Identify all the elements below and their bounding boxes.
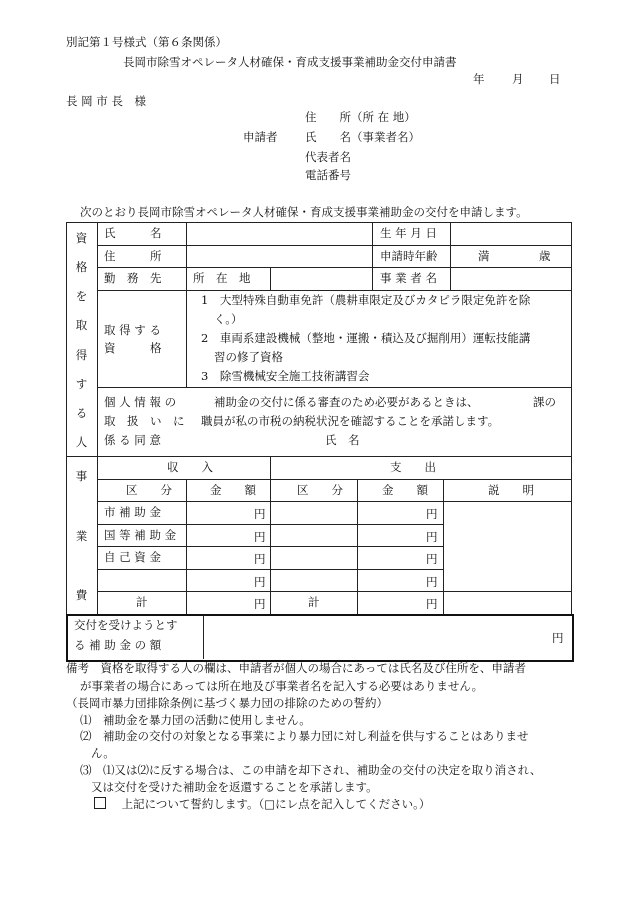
- col-divider: [203, 615, 204, 659]
- row-divider: [97, 479, 571, 480]
- age-label: 申請時年齢: [380, 249, 438, 263]
- date-day: 日: [549, 72, 561, 86]
- row-divider: [97, 501, 571, 502]
- col-divider: [450, 222, 451, 290]
- birth-label: 生 年 月 日: [380, 226, 437, 240]
- pledge-2: ⑵ 補助金の交付の対象となる事業により暴力団に対し利益を供与することはありませ: [80, 729, 529, 743]
- income-category-header: 区 分: [126, 483, 172, 497]
- workplace-label: 勤 務 先: [104, 271, 162, 285]
- yen-unit: 円: [426, 597, 438, 611]
- income-amount-header: 金 額: [210, 483, 256, 497]
- row-divider: [97, 546, 443, 547]
- yen-unit: 円: [254, 530, 266, 544]
- yen-unit: 円: [426, 530, 438, 544]
- intro-text: 次のとおり長岡市除雪オペレータ人材確保・育成支援事業補助金の交付を申請します。: [80, 205, 528, 219]
- qualification-label: 取 得 す る: [104, 323, 161, 337]
- col-divider: [97, 222, 98, 614]
- yen-unit: 円: [254, 575, 266, 589]
- table-border-top: [66, 222, 571, 223]
- yen-unit: 円: [254, 552, 266, 566]
- col-divider: [270, 267, 271, 290]
- consent-label-3: 係 る 同 意: [104, 433, 161, 447]
- address-label: 住 所: [104, 249, 162, 263]
- grant-yen-unit: 円: [552, 631, 564, 645]
- yen-unit: 円: [426, 575, 438, 589]
- name-label: 氏 名: [104, 226, 162, 240]
- yen-unit: 円: [426, 507, 438, 521]
- table-border-right: [571, 222, 572, 614]
- consent-text-2: 職員が私の市税の納税状況を確認することを承諾します。: [201, 414, 500, 428]
- income-row-own-funds: 自 己 資 金: [104, 550, 161, 564]
- vertical-label-project-cost: 事 業 費: [75, 469, 88, 602]
- date-month: 月: [512, 72, 524, 86]
- consent-label-2: 取 扱 い に: [104, 414, 185, 428]
- consent-text-1: 補助金の交付に係る審査のため必要があるときは、: [214, 395, 479, 409]
- pledge-checkbox-row: [94, 797, 430, 812]
- pledge-1: ⑴ 補助金を暴力団の活動に使用しません。: [80, 713, 311, 727]
- yen-unit: 円: [254, 597, 266, 611]
- row-divider: [97, 591, 571, 592]
- row-divider: [97, 524, 443, 525]
- row-divider: [97, 245, 571, 246]
- expense-amount-header: 金 額: [382, 483, 428, 497]
- applicant-phone-label: 電話番号: [305, 168, 351, 182]
- qualification-item-3: 3 除雪機械安全施工技術講習会: [201, 369, 370, 383]
- row-divider: [97, 290, 571, 291]
- grant-label-1: 交付を受けようとす: [74, 618, 178, 632]
- pledge-2-cont: ん。: [91, 746, 115, 760]
- row-divider: [97, 267, 571, 268]
- section-divider: [66, 456, 571, 457]
- form-title: 長岡市除雪オペレータ人材確保・育成支援事業補助金交付申請書: [123, 55, 457, 69]
- expense-header: 支 出: [390, 460, 436, 474]
- applicant-prefix: 申請者: [243, 130, 278, 144]
- note-1-cont: が事業者の場合にあっては所在地及び事業者名を記入する必要はありません。: [80, 679, 484, 693]
- qualification-item-2: 2 車両系建設機械（整地・運搬・積込及び掘削用）運転技能講: [201, 331, 531, 345]
- income-header: 収 入: [167, 460, 213, 474]
- pledge-3-cont: 又は交付を受けた補助金を返還することを承諾します。: [91, 780, 378, 794]
- form-id: 別記第１号様式（第６条関係）: [66, 35, 227, 49]
- income-row-city-grant: 市 補 助 金: [104, 505, 161, 519]
- qualification-item-1-cont: く。）: [214, 312, 243, 326]
- date-year: 年: [473, 72, 485, 86]
- row-divider: [97, 387, 571, 388]
- qualification-item-1: 1 大型特殊自動車免許（農耕車限定及びカタピラ限定免許を除: [201, 293, 531, 307]
- applicant-address-label: 住 所（所 在 地）: [305, 110, 416, 124]
- grant-label-2: る 補 助 金 の 額: [74, 638, 162, 652]
- location-label: 所 在 地: [193, 271, 251, 285]
- consent-label-1: 個 人 情 報 の: [104, 395, 177, 409]
- qualification-label-2: 資 格: [104, 341, 162, 355]
- note-1: 備考 資格を取得する人の欄は、申請者が個人の場合にあっては氏名及び住所を、申請者: [66, 661, 526, 675]
- income-total-label: 計: [136, 595, 148, 609]
- age-prefix: 満: [478, 249, 490, 263]
- consent-signature-label: 氏 名: [325, 433, 360, 447]
- col-divider: [443, 479, 444, 614]
- consent-dept-suffix: 課の: [533, 395, 556, 409]
- col-divider: [372, 222, 373, 290]
- expense-category-header: 区 分: [297, 483, 343, 497]
- expense-total-label: 計: [308, 595, 320, 609]
- age-unit: 歳: [539, 249, 551, 263]
- addressee: 長 岡 市 長 様: [66, 94, 146, 108]
- yen-unit: 円: [254, 507, 266, 521]
- pledge-check-text: 上記について誓約します。（□にレ点を記入してください。）: [121, 797, 431, 811]
- pledge-3: ⑶ ⑴又は⑵に反する場合は、この申請を却下され、補助金の交付の決定を取り消され、: [80, 763, 542, 777]
- col-divider: [186, 222, 187, 387]
- row-divider: [97, 569, 443, 570]
- applicant-name-label: 氏 名（事業者名）: [305, 130, 420, 144]
- applicant-rep-label: 代表者名: [305, 150, 351, 164]
- business-name-label: 事 業 者 名: [380, 271, 437, 285]
- income-row-national-grant: 国 等 補 助 金: [104, 528, 177, 542]
- pledge-heading: （長岡市暴力団排除条例に基づく暴力団の排除のための誓約）: [66, 696, 388, 710]
- pledge-checkbox[interactable]: [94, 797, 106, 809]
- expense-description-header: 説 明: [488, 483, 534, 497]
- qualification-item-2-cont: 習の修了資格: [214, 350, 283, 364]
- yen-unit: 円: [426, 552, 438, 566]
- vertical-label-qualifier: 資 格 を 取 得 す る 人: [75, 231, 88, 449]
